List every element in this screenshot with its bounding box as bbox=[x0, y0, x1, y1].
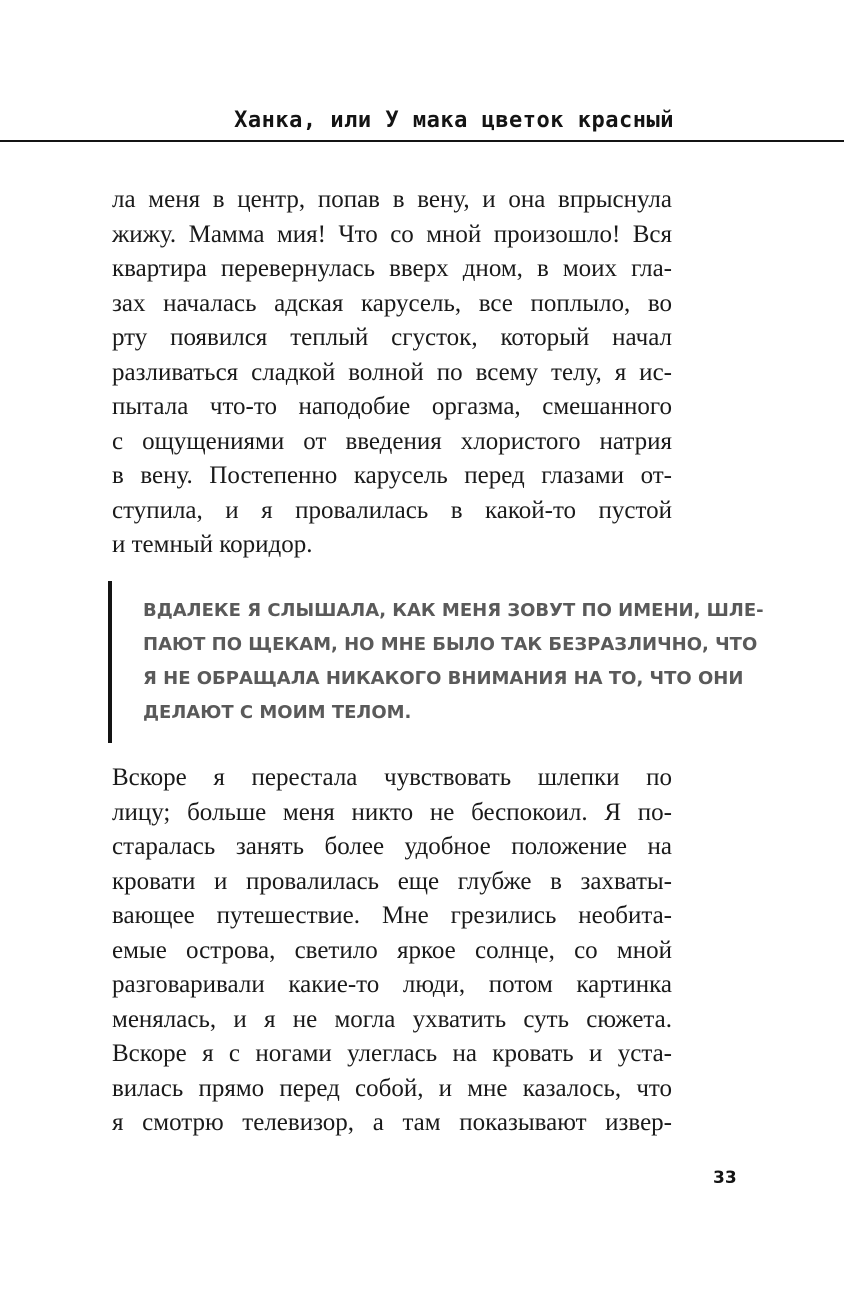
text-line: Вскоре я перестала чувствовать шлепки по bbox=[112, 764, 672, 791]
text-line: в вену. Постепенно карусель перед глазами от- bbox=[112, 462, 672, 489]
text-line: кровати и провалилась еще глубже в захваты- bbox=[112, 867, 672, 895]
text-line: разговаривали какие-то люди, потом картинка bbox=[112, 971, 672, 998]
text-line: рту появился теплый сгусток, который начал bbox=[112, 324, 672, 351]
text-line: лицу; больше меня никто не беспокоил. Я по- bbox=[112, 798, 672, 826]
text-line: зах началась адская карусель, все поплыло, во bbox=[112, 289, 672, 317]
text-line: вилась прямо перед собой, и мне казалось, что bbox=[112, 1074, 672, 1102]
body-paragraph-1 bbox=[112, 183, 672, 563]
quote-line: Я НЕ ОБРАЩАЛА НИКАКОГО ВНИМАНИЯ НА ТО, ЧТО ОНИ bbox=[143, 668, 744, 689]
quote-line: ВДАЛЕКЕ Я СЛЫШАЛА, КАК МЕНЯ ЗОВУТ ПО ИМЕНИ, ШЛЕ- bbox=[143, 600, 764, 621]
text-line: емые острова, светило яркое солнце, со мной bbox=[112, 936, 672, 964]
text-line: жижу. Мамма мия! Что со мной произошло! Вся bbox=[112, 220, 672, 248]
pull-quote bbox=[143, 594, 764, 730]
quote-line: ПАЮТ ПО ЩЕКАМ, НО МНЕ БЫЛО ТАК БЕЗРАЗЛИЧНО, ЧТО bbox=[143, 634, 758, 655]
text-line: я смотрю телевизор, а там показывают извер- bbox=[112, 1109, 672, 1136]
text-line: с ощущениями от введения хлористого натрия bbox=[112, 427, 672, 455]
text-line: ла меня в центр, попав в вену, и она впрыснула bbox=[112, 186, 672, 213]
text-line: вающее путешествие. Мне грезились необита- bbox=[112, 902, 672, 929]
text-line: менялась, и я не могла ухватить суть сюжета. bbox=[112, 1005, 672, 1033]
running-head: Ханка, или У мака цветок красный bbox=[234, 108, 674, 133]
text-line: и темный коридор. bbox=[112, 531, 313, 558]
pull-quote-bar bbox=[108, 581, 112, 743]
text-line: ступила, и я провалилась в какой-то пустой bbox=[112, 496, 672, 524]
quote-line: ДЕЛАЮТ С МОИМ ТЕЛОМ. bbox=[143, 702, 412, 723]
text-line: старалась занять более удобное положение на bbox=[112, 833, 672, 860]
body-paragraph-2 bbox=[112, 761, 672, 1141]
text-line: квартира перевернулась вверх дном, в моих гла- bbox=[112, 255, 672, 282]
header-rule bbox=[0, 140, 844, 142]
text-line: разливаться сладкой волной по всему телу, я ис- bbox=[112, 358, 672, 386]
text-line: Вскоре я с ногами улеглась на кровать и уста- bbox=[112, 1040, 672, 1067]
page-number: 33 bbox=[713, 1168, 737, 1188]
text-line: пытала что-то наподобие оргазма, смешанного bbox=[112, 393, 672, 420]
